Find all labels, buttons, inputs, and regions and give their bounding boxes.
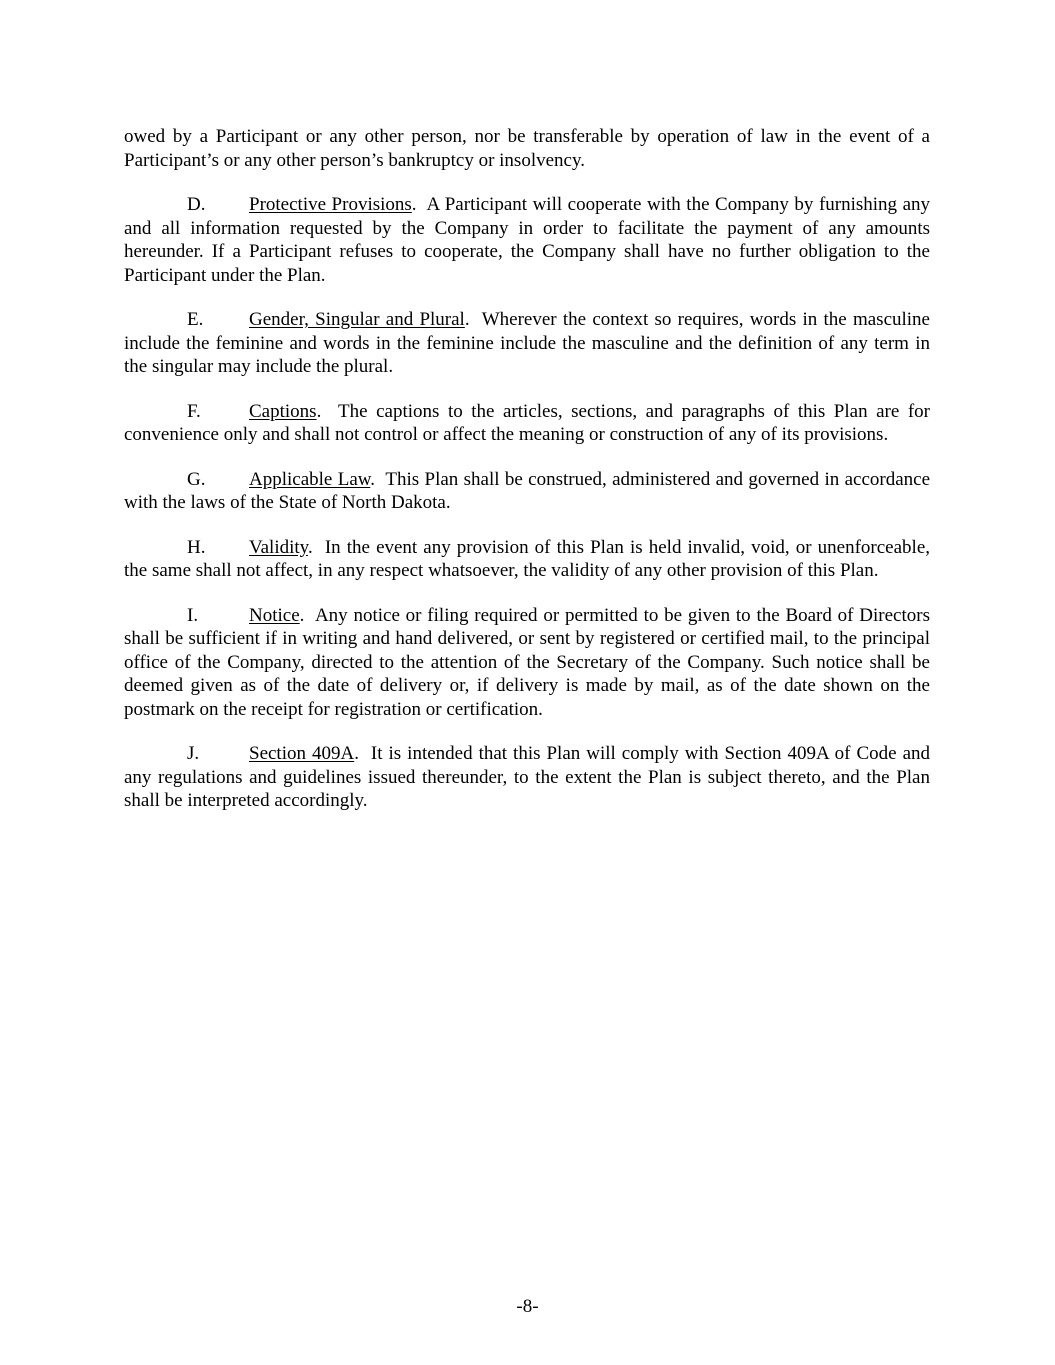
section-g-paragraph: G. Applicable Law. This Plan shall be construed, administered and governed in accordance with the laws of the State of North Dakota. — [124, 468, 930, 513]
section-d-paragraph: D. Protective Provisions. A Participant will cooperate with the Company by furnishing any and all information requested by the Company in order to facilitate the payment of any amounts hereunder. If a Participant refuses to cooperate, the Company shall have no further obligation to the Participant under the Plan. — [124, 194, 931, 286]
document-page — [124, 125, 930, 834]
section-letter: E. — [187, 309, 204, 330]
section-body: Any notice or filing required or permitted to be given to the Board of Directors shall be sufficient if in writing and hand delivered, or sent by registered or certified mail, to the principal office of the Company, directed to the attention of the Secretary of the Company. Such notice shall be deemed given as of the date of delivery or, if delivery is made by mail, as of the date shown on the postmark on the receipt for registration or certification. — [124, 604, 930, 720]
section-f-paragraph: F. Captions. The captions to the articles, sections, and paragraphs of this Plan are for convenience only and shall not control or affect the meaning or construction of any of its provisions. — [124, 400, 930, 445]
section-i-paragraph: I. Notice. Any notice or filing required or permitted to be given to the Board of Directors shall be sufficient if in writing and hand delivered, or sent by registered or certified mail, to the principal office of the Company, directed to the attention of the Secretary of the Company. Such notice shall be deemed given as of the date of delivery or, if delivery is made by mail, as of the date shown on the postmark on the receipt for registration or certification. — [124, 604, 930, 720]
section-h-paragraph: H. Validity. In the event any provision of this Plan is held invalid, void, or unenforceable, the same shall not affect, in any respect whatsoever, the validity of any other provision of this Plan. — [124, 536, 931, 581]
page-number: -8- — [516, 1296, 539, 1317]
section-letter: F. — [187, 400, 201, 422]
section-heading: Applicable Law — [249, 468, 371, 490]
section-letter: G. — [187, 468, 206, 490]
section-letter: H. — [187, 536, 206, 558]
section-letter: J. — [187, 743, 200, 764]
section-body: A Participant will cooperate with the Company by furnishing any and all information requested by the Company in order to facilitate the payment of any amounts hereunder. If a Participant refuses to cooperate, the Company shall have no further obligation to the Participant under the Plan. — [124, 194, 931, 286]
section-j-paragraph: J. Section 409A. It is intended that this Plan will comply with Section 409A of Code and any regulations and guidelines issued thereunder, to the extent the Plan is subject thereto, and the Plan shall be interpreted accordingly. — [124, 743, 930, 811]
section-body: The captions to the articles, sections, and paragraphs of this Plan are for convenience only and shall not control or affect the meaning or construction of any of its provisions. — [124, 400, 930, 445]
section-heading: Captions — [249, 400, 317, 422]
section-letter: D. — [187, 194, 206, 215]
section-heading: Section 409A — [249, 743, 355, 764]
section-letter: I. — [187, 604, 199, 626]
section-body: This Plan shall be construed, administered and governed in accordance with the laws of the State of North Dakota. — [124, 468, 930, 513]
section-body: In the event any provision of this Plan is held invalid, void, or unenforceable, the same shall not affect, in any respect whatsoever, the validity of any other provision of this Plan. — [124, 536, 931, 581]
section-body: Wherever the context so requires, words in the masculine include the feminine and words in the feminine include the masculine and the definition of any term in the singular may include the plural. — [124, 309, 930, 377]
section-heading: Notice — [249, 604, 300, 626]
section-e-paragraph: E. Gender, Singular and Plural. Wherever the context so requires, words in the masculine include the feminine and words in the feminine include the masculine and the definition of any term in the singular may include the plural. — [124, 309, 930, 377]
section-heading: Gender, Singular and Plural — [249, 309, 465, 330]
continuation-paragraph: owed by a Participant or any other person, nor be transferable by operation of law in the event of a Participant’s or any other person’s bankruptcy or insolvency. — [124, 126, 930, 171]
section-heading: Protective Provisions — [249, 194, 412, 215]
section-heading: Validity — [249, 536, 308, 558]
section-body: It is intended that this Plan will comply with Section 409A of Code and any regulations and guidelines issued thereunder, to the extent the Plan is subject thereto, and the Plan shall be interpreted accordingly. — [124, 743, 930, 811]
